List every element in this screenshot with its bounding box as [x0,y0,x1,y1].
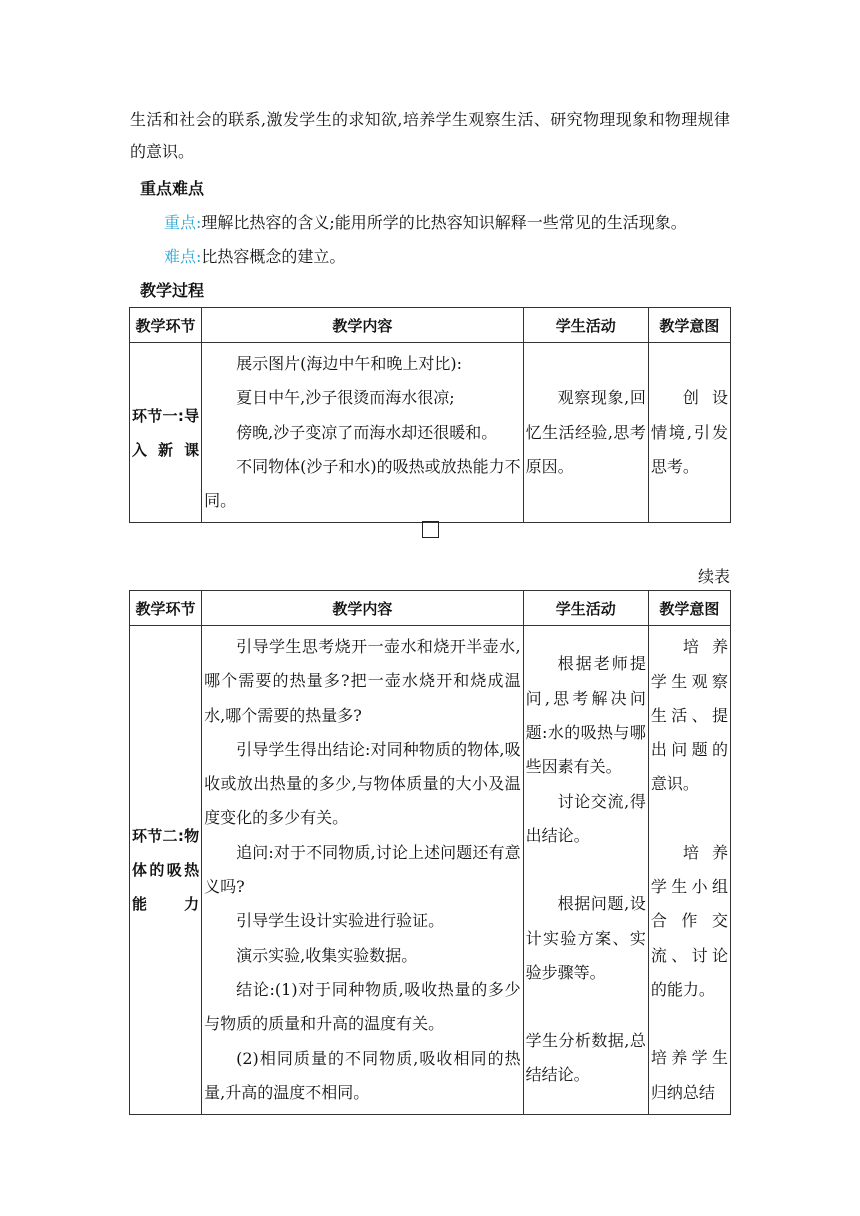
activity-cell [523,626,648,1115]
content-paragraph: 追问:对于不同物质,讨论上述问题还有意义吗? [204,842,521,897]
difficulty-label: 难点: [164,247,202,266]
activity-text: 讨论交流,得出结论。 [525,791,646,845]
content-cell [202,343,524,523]
header-activity: 学生活动 [523,591,648,626]
header-intent: 教学意图 [648,591,730,626]
content-paragraph: 引导学生设计实验进行验证。 [236,911,445,931]
content-cell [202,626,524,1115]
key-point-line [164,210,687,233]
intent-text: 培养学生归纳总结 [650,1048,728,1102]
lesson-table-1 [129,307,731,523]
content-line: 展示图片(海边中午和晚上对比): [236,354,462,373]
intent-text: 培养学生观察生活、提出问题的意识。 [650,637,728,794]
difficulty-text: 比热容概念的建立。 [201,247,346,266]
intent-cell [648,343,730,523]
intent-text: 创设情境,引发思考。 [650,388,728,476]
lesson-table-2 [129,590,731,1115]
content-paragraph: 演示实验,收集实验数据。 [236,945,418,965]
key-points-heading: 重点难点 [140,179,205,198]
activity-text: 根据问题,设计实验方案、实验步骤等。 [525,894,646,982]
header-stage: 教学环节 [130,591,202,626]
content-paragraph: 引导学生思考烧开一壶水和烧开半壶水,哪个需要的热量多?把一壶水烧开和烧成温水,哪个需要的热量多? [204,637,521,725]
header-activity: 学生活动 [523,308,648,343]
activity-text: 观察现象,回忆生活经验,思考原因。 [525,388,646,476]
spacer [651,1007,728,1041]
intro-paragraph: 生活和社会的联系,激发学生的求知欲,培养学生观察生活、研究物理现象和物理规律的意识。 [130,110,730,161]
continued-label: 续表 [697,567,730,586]
spacer [651,802,728,836]
content-paragraph: 引导学生得出结论:对同种物质的物体,吸收或放出热量的多少,与物体质量的大小及温度变化的多少有关。 [204,739,521,828]
placeholder-box [422,521,439,538]
header-content: 教学内容 [202,591,524,626]
header-content: 教学内容 [202,308,524,343]
activity-text: 根据老师提问,思考解决问题:水的吸热与哪些因素有关。 [525,654,646,777]
intent-text: 培养学生小组合作交流、讨论的能力。 [650,842,728,999]
content-paragraph: (2)相同质量的不同物质,吸收相同的热量,升高的温度不相同。 [204,1048,521,1102]
key-point-text: 理解比热容的含义;能用所学的比热容知识解释一些常见的生活现象。 [201,213,687,232]
key-point-label: 重点: [164,213,202,232]
content-line: 傍晚,沙子变凉了而海水却还很暖和。 [236,422,498,442]
header-stage: 教学环节 [130,308,202,343]
table-header-row [130,308,731,343]
process-heading: 教学过程 [140,281,205,300]
intent-cell [648,626,730,1115]
content-line: 不同物体(沙子和水)的吸热或放热能力不同。 [204,456,521,511]
table-header-row [130,591,731,626]
header-intent: 教学意图 [648,308,730,343]
spacer [526,853,646,887]
content-paragraph: 结论:(1)对于同种物质,吸收热量的多少与物质的质量和升高的温度有关。 [204,979,521,1034]
spacer [526,990,646,1024]
table-row [130,343,731,523]
content-line: 夏日中午,沙子很烫而海水很凉; [236,388,455,408]
difficulty-line [164,244,345,267]
stage-cell: 环节一:导入新课 [130,343,202,523]
stage-cell: 环节二:物体的吸热能力 [130,626,202,1115]
table-row [130,626,731,1115]
activity-cell [523,343,648,523]
activity-text: 学生分析数据,总结结论。 [525,1031,646,1085]
